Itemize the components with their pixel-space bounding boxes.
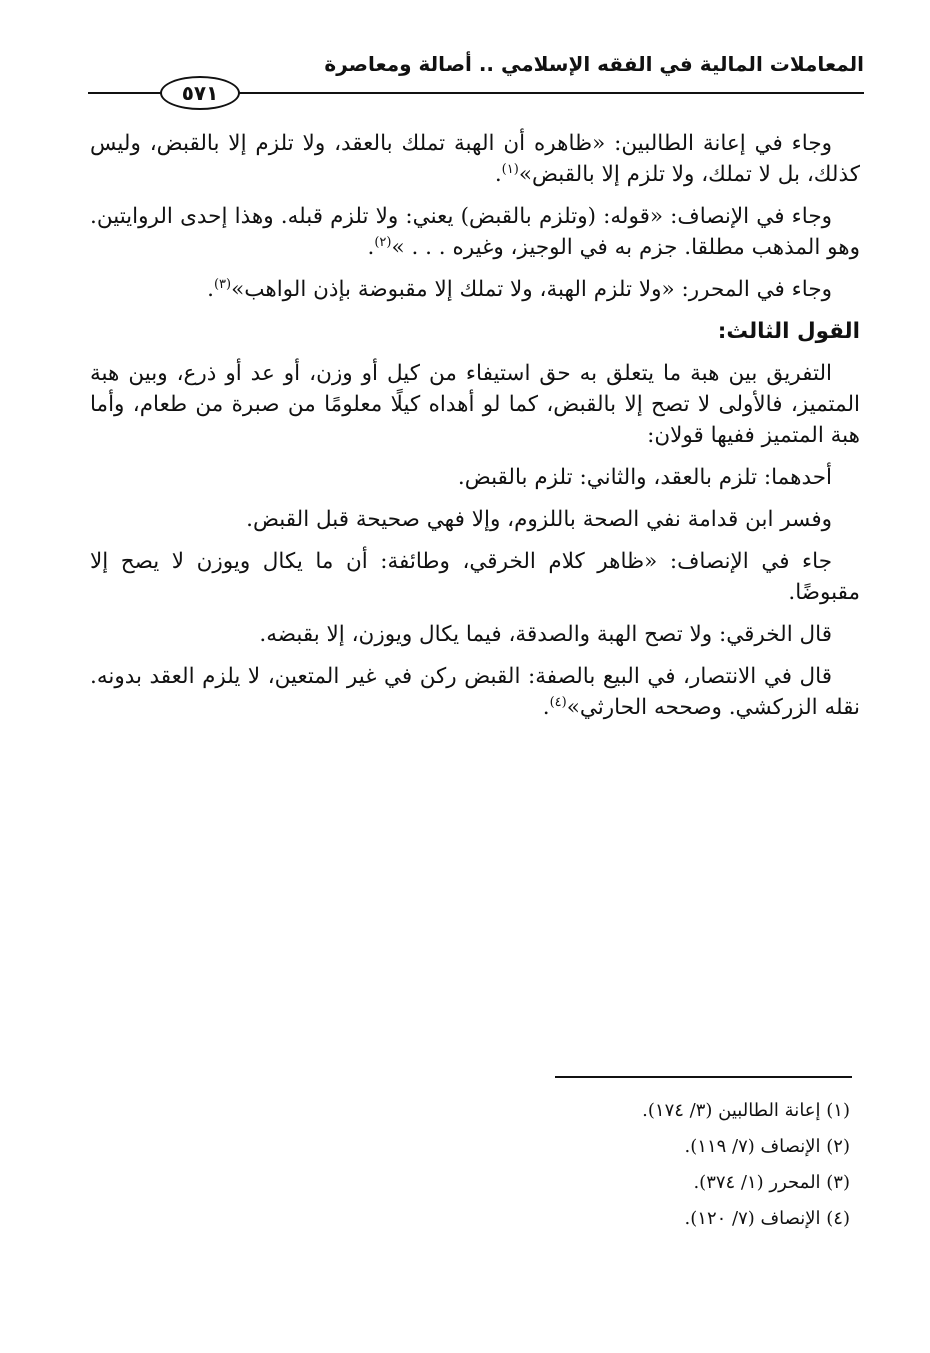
footnote-reference: (٣) xyxy=(213,276,232,292)
footnote-separator xyxy=(555,1076,852,1078)
footnote-reference: (١) xyxy=(501,161,519,177)
paragraph: قال في الانتصار، في البيع بالصفة: القبض ركن في غير المتعين، لا يلزم العقد بدونه. نقله الزركشي. وصححه الحارثي»$^{(٤)}$. xyxy=(90,664,860,720)
paragraph-text: قال في الانتصار، في البيع بالصفة: القبض ركن في غير المتعين، لا يلزم العقد بدونه. نقله الزركشي. وصححه الحارثي» xyxy=(90,664,860,720)
section-heading: القول الثالث: xyxy=(717,319,860,344)
footnote-reference: (٤) xyxy=(549,694,567,710)
footnote: (١) إعانة الطالبين (٣/ ١٧٤). xyxy=(642,1100,850,1121)
running-header-title: المعاملات المالية في الفقه الإسلامي .. أصالة ومعاصرة xyxy=(324,52,864,76)
paragraph: جاء في الإنصاف: «ظاهر كلام الخرقي، وطائفة: أن ما يكال ويوزن لا يصح إلا مقبوضًا. xyxy=(90,549,860,605)
footnote: (٣) المحرر (١/ ٣٧٤). xyxy=(693,1172,850,1193)
page-number: ٥٧١ xyxy=(160,76,240,110)
footnote: (٤) الإنصاف (٧/ ١٢٠). xyxy=(684,1208,850,1229)
paragraph: وجاء في المحرر: «ولا تلزم الهبة، ولا تملك إلا مقبوضة بإذن الواهب»$^{(٣)}$. xyxy=(207,276,832,302)
paragraph: التفريق بين هبة ما يتعلق به حق استيفاء من كيل أو وزن، أو عد أو ذرع، وبين هبة المتميز، فالأولى لا تصح إلا بالقبض، كما لو أهداه كيلًا معلومًا من صبرة من طعام، وأما هبة المتميز ففيها قولان: xyxy=(90,361,860,448)
paragraph: وجاء في الإنصاف: «قوله: (وتلزم بالقبض) يعني: ولا تلزم قبله. وهذا إحدى الروايتين. وهو المذهب مطلقا. جزم به في الوجيز، وغيره . . . »$^{(٢)}$. xyxy=(90,204,860,260)
footnotes xyxy=(450,1093,850,1237)
footnote-reference: (٢) xyxy=(374,234,392,250)
paragraph: وجاء في إعانة الطالبين: «ظاهره أن الهبة تملك بالعقد، ولا تلزم إلا بالقبض، وليس كذلك، بل لا تملك، ولا تلزم إلا بالقبض»$^{(١)}$. xyxy=(90,131,860,187)
paragraph-text: وجاء في الإنصاف: «قوله: (وتلزم بالقبض) يعني: ولا تلزم قبله. وهذا إحدى الروايتين. وهو المذهب مطلقا. جزم به في الوجيز، وغيره . . . » xyxy=(90,204,860,260)
paragraph: أحدهما: تلزم بالعقد، والثاني: تلزم بالقبض. xyxy=(457,465,832,490)
paragraph: وفسر ابن قدامة نفي الصحة باللزوم، وإلا فهي صحيحة قبل القبض. xyxy=(246,507,832,532)
paragraph-text: وجاء في المحرر: «ولا تلزم الهبة، ولا تملك إلا مقبوضة بإذن الواهب» xyxy=(231,277,832,302)
paragraph: قال الخرقي: ولا تصح الهبة والصدقة، فيما يكال ويوزن، إلا بقبضه. xyxy=(259,622,832,647)
footnote: (٢) الإنصاف (٧/ ١١٩). xyxy=(684,1136,850,1157)
main-text xyxy=(90,128,860,734)
paragraph-text: وجاء في إعانة الطالبين: «ظاهره أن الهبة تملك بالعقد، ولا تلزم إلا بالقبض، وليس كذلك، بل لا تملك، ولا تلزم إلا بالقبض» xyxy=(90,131,860,187)
